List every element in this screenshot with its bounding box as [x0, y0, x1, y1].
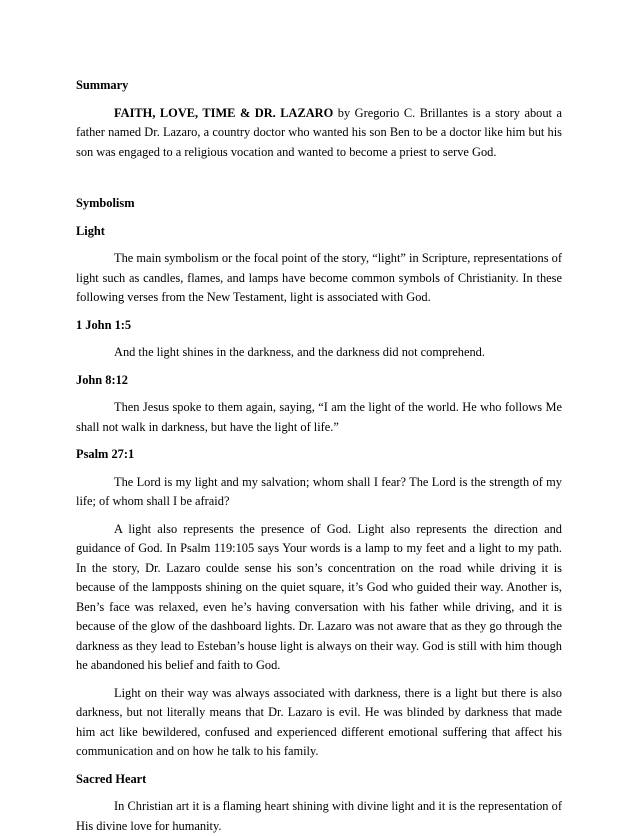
verse-ref-john: John 8:12	[76, 372, 128, 387]
darkness-paragraph: Light on their way was always associated with darkness, there is a light but there is also darkness, but not literally means that Dr. Lazaro is evil. He was blinded by darkness that made him act like bewildered, confused and experienced different emotional suffering that affect his communication and on how he talk to his family.	[76, 685, 562, 758]
summary-paragraph	[76, 104, 562, 163]
verse-text-1john: And the light shines in the darkness, and the darkness did not comprehend.	[114, 345, 485, 359]
symbolism-heading: Symbolism	[76, 196, 135, 210]
sacred-heart-heading: Sacred Heart	[76, 771, 147, 786]
sacred-heart-paragraph: In Christian art it is a flaming heart shining with divine light and it is the representation of His divine love for humanity.	[76, 799, 562, 833]
light-heading: Light	[76, 223, 105, 238]
presence-paragraph: A light also represents the presence of God. Light also represents the direction and guidance of God. In Psalm 119:105 says Your words is a lamp to my feet and a light to my path. In the story, Dr. Lazaro coulde sense his son’s concentration on the road while driving it is because of the lampposts shining on the quiet square, it’s God who guided their way. Another is, Ben’s face was relaxed, even he’s having conversation with his father while driving, and it is because of the glow of the dashboard lights. Dr. Lazaro was not aware that as they go through the darkness as they lead to Esteban’s house light is always on their way. God is still with him though he abandoned his belief and faith to God.	[76, 521, 562, 672]
document-body	[76, 76, 562, 836]
light-paragraph: The main symbolism or the focal point of the story, “light” in Scripture, representations of light such as candles, flames, and lamps have become common symbols of Christianity. In these following verses from the New Testament, light is associated with God.	[76, 251, 562, 304]
summary-text: by Gregorio C. Brillantes is a story about a father named Dr. Lazaro, a country doctor who wanted his son Ben to be a doctor like him but his son was engaged to a religious vocation and wanted to become a priest to serve God.	[76, 105, 562, 159]
summary-heading: Summary	[76, 78, 129, 92]
story-title: FAITH, LOVE, TIME & DR. LAZARO	[114, 105, 334, 120]
verse-text-psalm: The Lord is my light and my salvation; whom shall I fear? The Lord is the strength of my life; of whom shall I be afraid?	[76, 474, 562, 508]
verse-ref-psalm: Psalm 27:1	[76, 447, 135, 461]
verse-text-john: Then Jesus spoke to them again, saying, “I am the light of the world. He who follows Me shall not walk in darkness, but have the light of life.”	[76, 400, 562, 434]
verse-ref-1john: 1 John 1:5	[76, 317, 132, 332]
